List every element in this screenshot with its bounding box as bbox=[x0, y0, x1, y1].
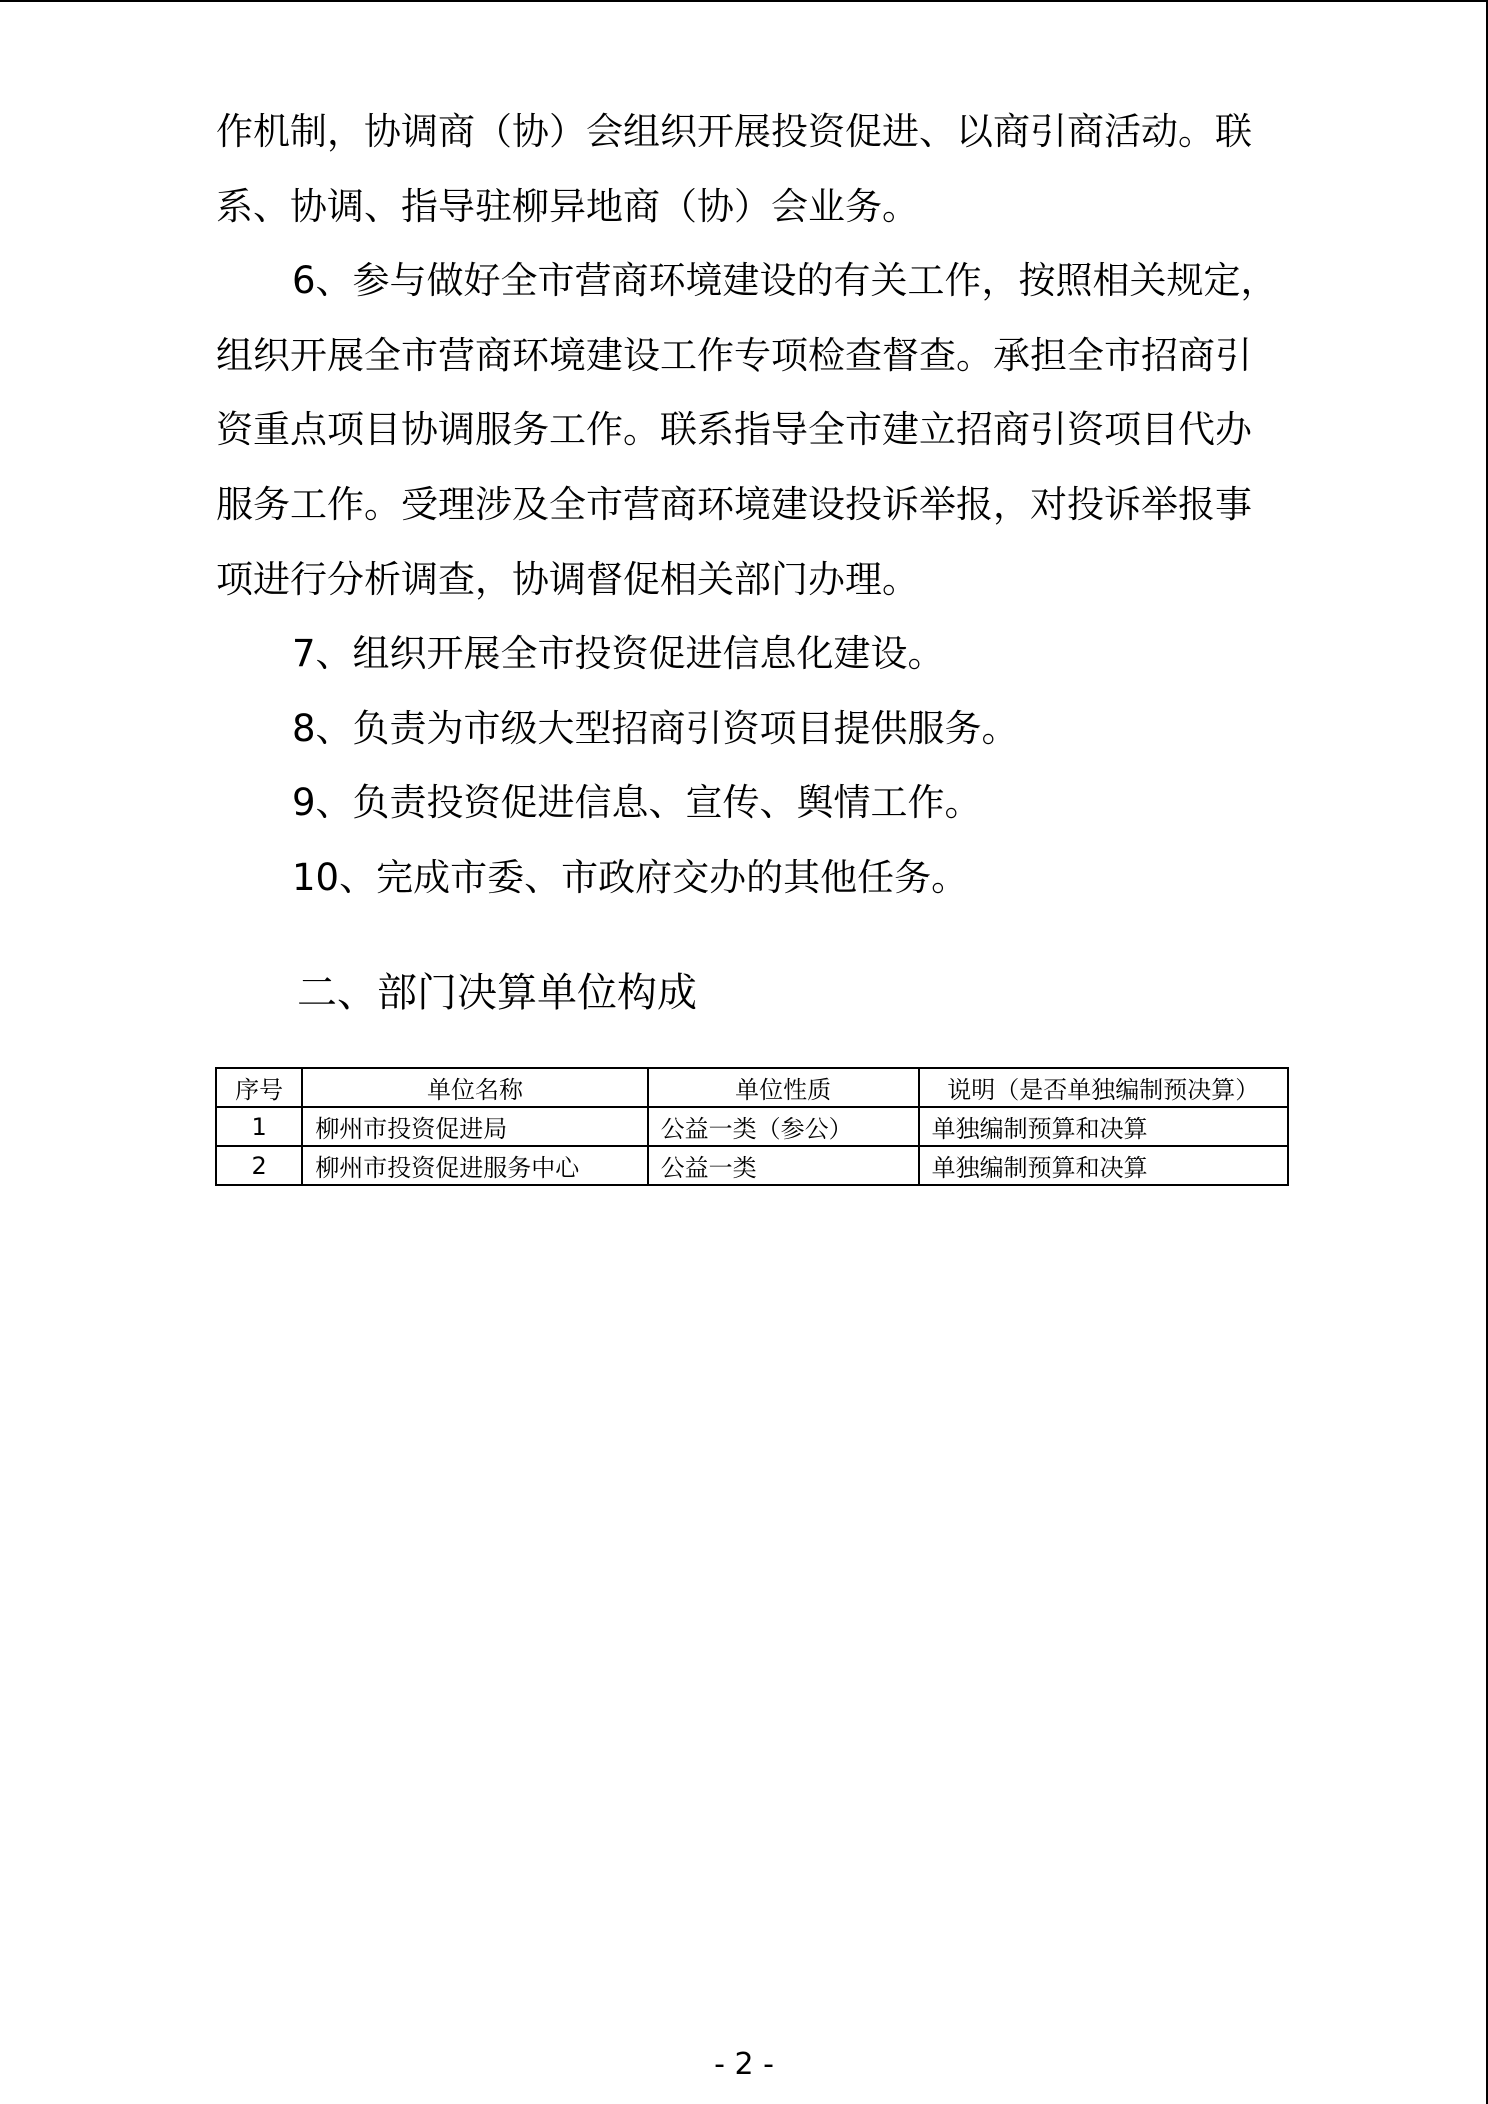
page-number: - 2 - bbox=[714, 2047, 774, 2082]
body-line: 服务工作。受理涉及全市营商环境建设投诉举报，对投诉举报事 bbox=[216, 482, 1252, 526]
table-header-row bbox=[216, 1068, 1288, 1107]
table-header-cell: 单位性质 bbox=[648, 1068, 919, 1107]
table-cell: 2 bbox=[216, 1146, 302, 1185]
body-line: 8、负责为市级大型招商引资项目提供服务。 bbox=[292, 706, 1019, 750]
section-heading: 二、部门决算单位构成 bbox=[297, 970, 697, 1016]
body-line: 9、负责投资促进信息、宣传、舆情工作。 bbox=[292, 781, 982, 825]
table-cell: 公益一类 bbox=[648, 1146, 919, 1185]
body-text bbox=[216, 95, 1290, 916]
table-cell: 柳州市投资促进服务中心 bbox=[302, 1146, 647, 1185]
body-line: 作机制，协调商（协）会组织开展投资促进、以商引商活动。联 bbox=[216, 110, 1252, 153]
body-line: 项进行分析调查，协调督促相关部门办理。 bbox=[216, 557, 919, 601]
table-cell: 1 bbox=[216, 1107, 302, 1146]
table-row bbox=[216, 1146, 1288, 1185]
table-cell: 单独编制预算和决算 bbox=[919, 1107, 1288, 1146]
table-header-cell: 序号 bbox=[216, 1068, 302, 1107]
body-line: 7、组织开展全市投资促进信息化建设。 bbox=[292, 632, 945, 676]
table-cell: 柳州市投资促进局 bbox=[302, 1107, 647, 1146]
table-header-cell: 单位名称 bbox=[302, 1068, 647, 1107]
table-header-cell: 说明（是否单独编制预决算） bbox=[919, 1068, 1288, 1107]
body-line: 资重点项目协调服务工作。联系指导全市建立招商引资项目代办 bbox=[216, 408, 1252, 452]
body-line: 10、完成市委、市政府交办的其他任务。 bbox=[292, 855, 969, 899]
table-cell: 单独编制预算和决算 bbox=[919, 1146, 1288, 1185]
table-cell: 公益一类（参公） bbox=[648, 1107, 919, 1146]
table-row bbox=[216, 1107, 1288, 1146]
body-line: 系、协调、指导驻柳异地商（协）会业务。 bbox=[216, 184, 919, 228]
body-line: 组织开展全市营商环境建设工作专项检查督查。承担全市招商引 bbox=[216, 333, 1252, 377]
body-line: 6、参与做好全市营商环境建设的有关工作，按照相关规定， bbox=[292, 259, 1278, 303]
units-table bbox=[215, 1067, 1289, 1186]
